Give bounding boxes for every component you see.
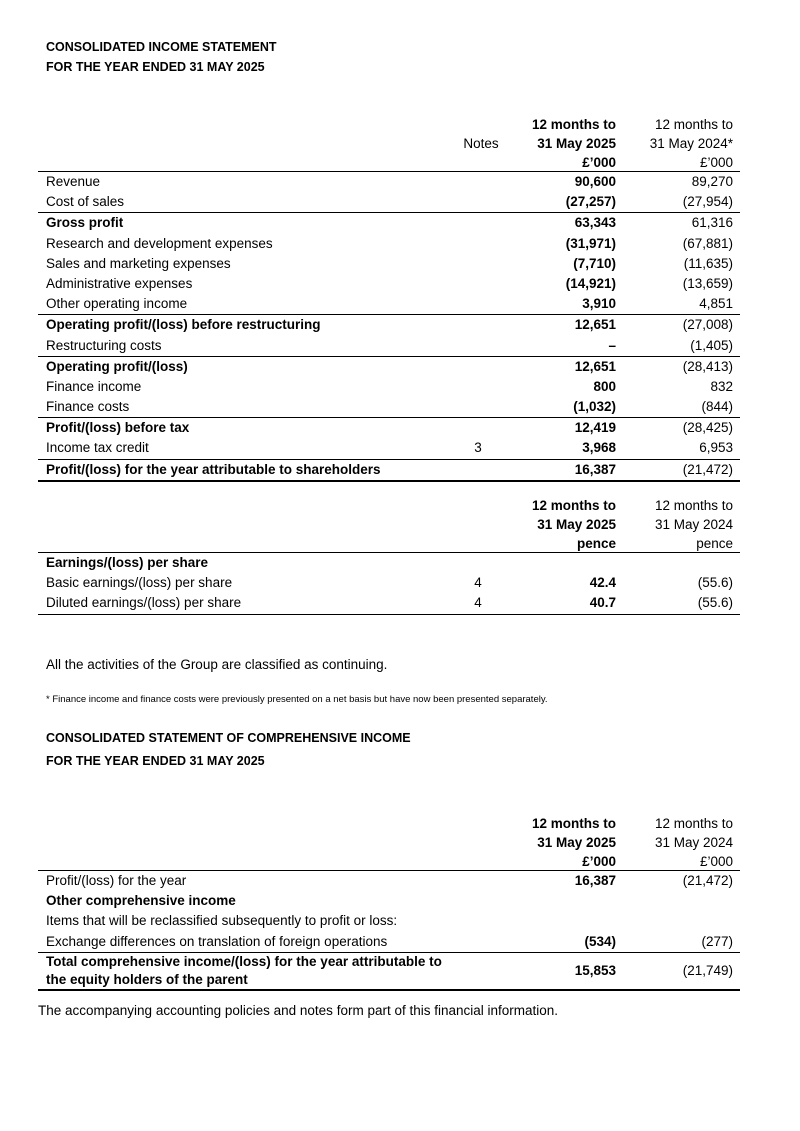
row-current-value: (1,032) (573, 399, 616, 415)
row-current-value: – (608, 337, 616, 353)
row-label: Research and development expenses (46, 235, 273, 251)
comprehensive-current-header: 12 months to 31 May 2025 £’000 (531, 816, 616, 869)
row-previous-value: (27,954) (682, 194, 733, 210)
row-notes: 4 (474, 575, 482, 591)
row-previous-value: (55.6) (697, 595, 733, 611)
row-previous-value: (277) (701, 933, 733, 949)
comprehensive-title-line-2: FOR THE YEAR ENDED 31 MAY 2025 (46, 754, 265, 768)
row-label: Profit/(loss) before tax (46, 420, 190, 436)
row-previous-value: (844) (701, 399, 733, 415)
table-row (38, 314, 740, 335)
row-current-value: 40.7 (589, 595, 616, 611)
row-label: Sales and marketing expenses (46, 255, 231, 271)
row-label: Items that will be reclassified subsequently to profit or loss: (46, 913, 398, 929)
row-label: Other comprehensive income (46, 893, 236, 909)
row-label: Finance income (46, 378, 142, 394)
row-current-value: 42.4 (589, 575, 616, 591)
row-previous-value: 832 (710, 378, 733, 394)
row-previous-value: (55.6) (697, 575, 733, 591)
table-row (38, 254, 740, 274)
row-current-value: (31,971) (565, 235, 616, 251)
row-label: Profit/(loss) for the year (46, 873, 187, 888)
row-label: Operating profit/(loss) (46, 358, 188, 374)
row-label: Exchange differences on translation of foreign operations (46, 933, 388, 949)
comprehensive-title-line-1: CONSOLIDATED STATEMENT OF COMPREHENSIVE INCOME (46, 731, 411, 745)
table-row (38, 573, 740, 593)
row-current-value: (7,710) (573, 255, 616, 271)
row-previous-value: (1,405) (690, 337, 733, 353)
eps-title: Earnings/(loss) per share (46, 555, 209, 570)
row-current-value: 16,387 (574, 461, 616, 477)
row-current-value: (27,257) (565, 194, 616, 210)
eps-current-header: 12 months to 31 May 2025 pence (531, 498, 616, 551)
table-row (38, 172, 740, 192)
row-previous-value: (28,425) (682, 420, 733, 436)
table-row (38, 932, 740, 952)
row-current-value: 63,343 (574, 215, 616, 231)
table-header (38, 115, 740, 171)
table-row (38, 459, 740, 482)
row-label: Restructuring costs (46, 337, 162, 353)
row-label: Diluted earnings/(loss) per share (46, 595, 242, 611)
table-row (38, 294, 740, 314)
row-label: Basic earnings/(loss) per share (46, 575, 233, 591)
row-label: Other operating income (46, 296, 188, 312)
row-label: Operating profit/(loss) before restructuring (46, 317, 321, 333)
table-row (38, 911, 740, 931)
row-previous-value: (21,472) (682, 461, 733, 477)
row-previous-value: 4,851 (699, 296, 733, 312)
income-statement-title (46, 37, 277, 77)
title-line-2: FOR THE YEAR ENDED 31 MAY 2025 (46, 60, 265, 74)
row-current-value: 12,419 (574, 420, 616, 436)
table-row (38, 377, 740, 397)
row-previous-value: 61,316 (691, 215, 733, 231)
comprehensive-title (46, 727, 411, 773)
table-row (38, 891, 740, 911)
row-previous-value: (27,008) (682, 317, 733, 333)
row-current-value: 90,600 (574, 174, 616, 189)
comprehensive-rows (38, 870, 740, 991)
continuing-note: All the activities of the Group are classified as continuing. (46, 657, 388, 672)
row-previous-value: (28,413) (682, 358, 733, 374)
eps-rows (38, 552, 740, 615)
row-label: Profit/(loss) for the year attributable to shareholders (46, 461, 381, 477)
row-current-value: (534) (584, 933, 616, 949)
row-current-value: 12,651 (574, 317, 616, 333)
total-comprehensive-previous: (21,749) (682, 962, 733, 978)
notes-header: Notes (463, 136, 499, 151)
total-comprehensive-row (38, 952, 740, 989)
row-current-value: 3,910 (582, 296, 616, 312)
title-line-1: CONSOLIDATED INCOME STATEMENT (46, 40, 277, 54)
income-statement-table (38, 115, 740, 482)
table-row (38, 593, 740, 613)
table-row (38, 417, 740, 438)
table-row (38, 336, 740, 356)
total-comprehensive-label: Total comprehensive income/(loss) for the year attributable to the equity holders of the parent (46, 953, 442, 987)
comprehensive-header (38, 814, 740, 870)
row-notes: 3 (474, 440, 482, 456)
row-current-value: 12,651 (574, 358, 616, 374)
row-previous-value: (11,635) (683, 255, 733, 271)
row-previous-value: (13,659) (682, 275, 733, 291)
row-label: Income tax credit (46, 440, 149, 456)
row-current-value: 16,387 (574, 873, 616, 888)
eps-table (38, 496, 740, 615)
row-current-value: 3,968 (582, 440, 616, 456)
row-label: Administrative expenses (46, 275, 193, 291)
table-row (38, 356, 740, 377)
footnote: * Finance income and finance costs were previously presented on a net basis but have now been presented separately. (46, 694, 548, 705)
comprehensive-table (38, 814, 740, 991)
total-comprehensive-current: 15,853 (574, 962, 616, 978)
row-label: Revenue (46, 174, 101, 189)
comprehensive-previous-header: 12 months to 31 May 2024 £’000 (654, 816, 733, 869)
table-row (38, 274, 740, 294)
row-label: Finance costs (46, 399, 130, 415)
closing-note: The accompanying accounting policies and notes form part of this financial information. (38, 1003, 559, 1018)
table-row (38, 192, 740, 212)
eps-title-row (38, 553, 740, 573)
income-statement-rows (38, 171, 740, 482)
eps-previous-header: 12 months to 31 May 2024 pence (654, 498, 733, 551)
row-previous-value: 89,270 (691, 174, 733, 189)
row-label: Cost of sales (46, 194, 125, 210)
row-previous-value: 6,953 (699, 440, 733, 456)
previous-period-header: 12 months to 31 May 2024* £’000 (649, 117, 733, 170)
row-current-value: (14,921) (565, 275, 616, 291)
table-row (38, 871, 740, 891)
row-notes: 4 (474, 595, 482, 611)
table-row (38, 438, 740, 458)
table-row (38, 234, 740, 254)
eps-header (38, 496, 740, 552)
table-row (38, 397, 740, 417)
row-label: Gross profit (46, 215, 124, 231)
table-row (38, 212, 740, 233)
row-previous-value: (21,472) (682, 873, 733, 888)
row-current-value: 800 (593, 378, 616, 394)
row-previous-value: (67,881) (682, 235, 733, 251)
current-period-header: 12 months to 31 May 2025 £’000 (531, 117, 616, 170)
